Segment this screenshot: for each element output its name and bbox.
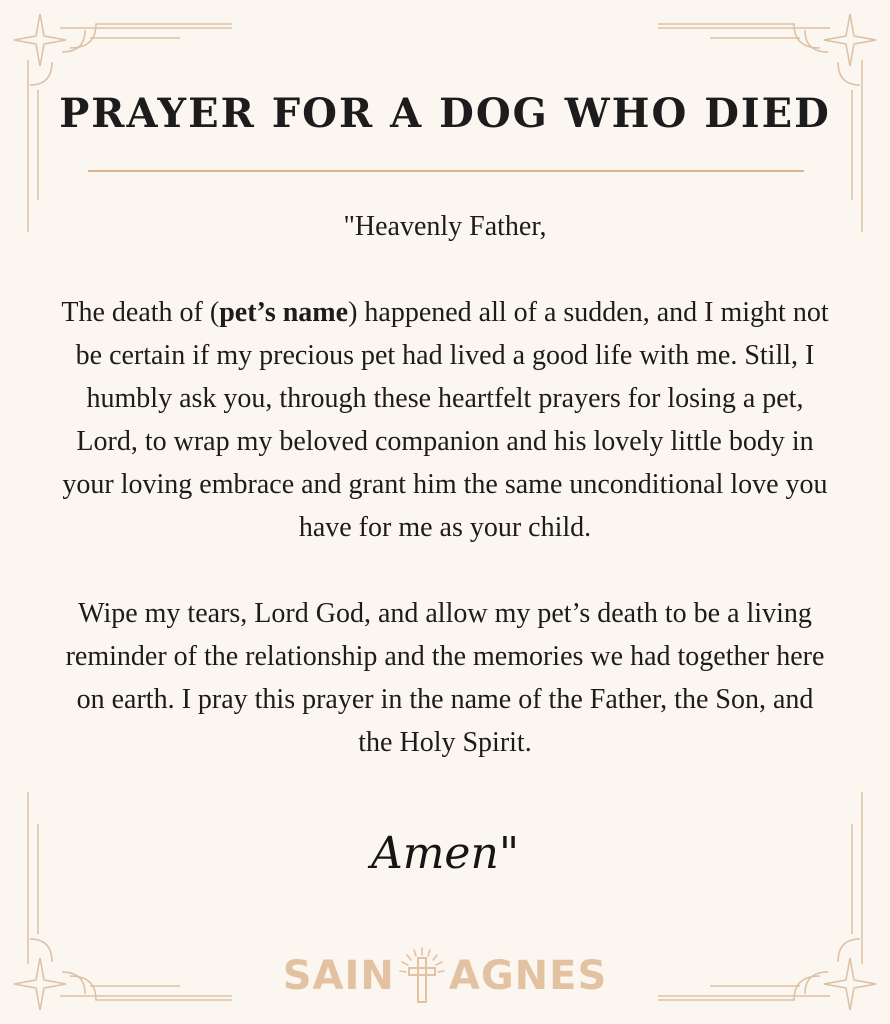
cross-sunburst-icon: [397, 946, 447, 1006]
prayer-greeting: "Heavenly Father,: [343, 211, 547, 242]
prayer-p1-end: ) happened all of a sudden, and I might not be certain if my precious pet had lived a good life with me. Still, I humbly ask you, through these heartfelt prayers for losing a pet, Lord, to wrap my beloved companion and his lovely little body in your loving embrace and grant him the same unconditional love you have for me as your child.: [62, 297, 829, 543]
prayer-p1-start: The death of (: [61, 297, 220, 328]
prayer-paragraph-2: Wipe my tears, Lord God, and allow my pet’s death to be a living reminder of the relationship and the memories we had together here on earth. I pray this prayer in the name of the Father, the Son, and the Holy Spirit.: [65, 598, 825, 758]
logo-text-left: SAIN: [282, 953, 395, 999]
prayer-paragraph-1: [60, 291, 830, 549]
prayer-body: [60, 205, 830, 764]
amen-signature: Amen": [370, 828, 520, 879]
saint-agnes-logo: [0, 946, 890, 1006]
pet-name-placeholder: pet’s name: [219, 297, 349, 328]
page-title: PRAYER FOR A DOG WHO DIED: [59, 90, 831, 137]
logo-text-right: AGNES: [448, 953, 608, 999]
title-divider: [88, 170, 804, 172]
